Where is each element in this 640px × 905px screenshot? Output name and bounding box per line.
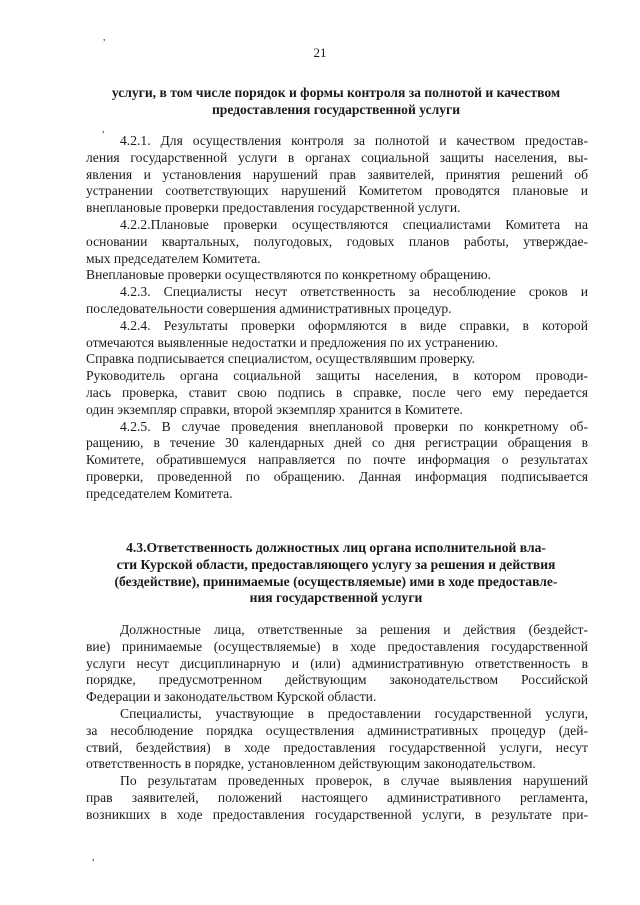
text-line: ствий, бездействия) в ходе предоставления государственной услуги, несут — [86, 739, 588, 755]
text-line: Специалисты, участвующие в предоставлении государственной услуги, — [120, 705, 588, 721]
body-text-block — [86, 133, 588, 503]
text-line: Комитете, обратившемуся направляется по почте информация о результатах — [86, 452, 588, 468]
heading-line: услуги, в том числе порядок и формы контроля за полнотой и качеством — [111, 85, 561, 100]
heading-line: (бездействие), принимаемые (осуществляемые) ими в ходе предоставле- — [114, 573, 558, 589]
text-line: ответственность в порядке, установленном действующим законодательством. — [86, 756, 536, 772]
heading-line: предоставления государственной услуги — [211, 101, 461, 117]
text-line: Должностные лица, ответственные за решения и действия (бездейст- — [120, 622, 588, 637]
page-number: 21 — [313, 45, 327, 60]
text-line: порядке, предусмотренном действующим законодательством Российской — [86, 672, 588, 688]
text-line: устранении соответствующих нарушений Комитетом проводятся плановые и — [86, 183, 588, 199]
text-line: внеплановые проверки предоставления государственной услуги. — [86, 200, 461, 216]
scan-speck-mark: , — [92, 852, 95, 863]
text-line: услуги несут дисциплинарную и (или) административную ответственность в — [86, 655, 588, 671]
scan-speck-mark: , — [103, 32, 106, 43]
section-heading — [86, 85, 586, 119]
text-line: 4.2.1. Для осуществления контроля за полнотой и качеством предостав- — [120, 133, 588, 148]
text-line: 4.2.3. Специалисты несут ответственность за несоблюдение сроков и — [120, 284, 588, 300]
text-line: Справка подписывается специалистом, осуществлявшим проверку. — [86, 351, 475, 367]
text-line: отмечаются выявленные недостатки и предложения по их устранению. — [86, 334, 499, 350]
text-line: явления и установления нарушений прав заявителей, принятия решений об — [86, 166, 588, 182]
text-line: Федерации и законодательством Курской области. — [86, 689, 377, 705]
text-line: Руководитель органа социальной защиты населения, в котором проводи- — [86, 368, 588, 384]
text-line: 4.2.2.Плановые проверки осуществляются специалистами Комитета на — [120, 216, 588, 232]
text-line: прав заявителей, положений настоящего административного регламента, — [86, 789, 588, 805]
text-line: основании квартальных, полугодовых, годовых планов работы, утверждае- — [86, 233, 588, 249]
scan-speck-mark: , — [102, 124, 105, 135]
text-line: мых председателем Комитета. — [86, 250, 261, 266]
heading-line: сти Курской области, предоставляющего услугу за решения и действия — [116, 556, 556, 572]
text-line: Внеплановые проверки осуществляются по конкретному обращению. — [86, 267, 492, 283]
text-line: возникших в ходе предоставления государственной услуги, в результате при- — [86, 806, 588, 822]
text-line: председателем Комитета. — [86, 485, 233, 501]
body-text-block — [86, 622, 588, 824]
text-line: проверки, проведенной по обращению. Данная информация подписывается — [86, 468, 588, 484]
text-line: последовательности совершения административных процедур. — [86, 300, 452, 316]
text-line: один экземпляр справки, второй экземпляр хранится в Комитете. — [86, 401, 463, 417]
section-heading-4-3 — [86, 540, 586, 607]
heading-line: ния государственной услуги — [249, 590, 423, 606]
text-line: лась проверка, ставит свою подпись в справке, после чего ему передается — [86, 384, 588, 400]
text-line: По результатам проведенных проверок, в случае выявления нарушений — [120, 773, 588, 789]
text-line: вие) принимаемые (осуществляемые) в ходе предоставления государственной — [86, 638, 588, 654]
text-line: ления государственной услуги в органах социальной защиты населения, вы- — [86, 149, 588, 165]
text-line: 4.2.4. Результаты проверки оформляются в виде справки, в которой — [120, 317, 588, 333]
text-line: ращению, в течение 30 календарных дней со дня регистрации обращения в — [86, 435, 588, 451]
text-line: 4.2.5. В случае проведения внеплановой проверки по конкретному об- — [120, 418, 588, 434]
heading-line: 4.3.Ответственность должностных лиц органа исполнительной вла- — [126, 540, 546, 555]
text-line: за несоблюдение порядка осуществления административных процедур (дей- — [86, 722, 588, 738]
